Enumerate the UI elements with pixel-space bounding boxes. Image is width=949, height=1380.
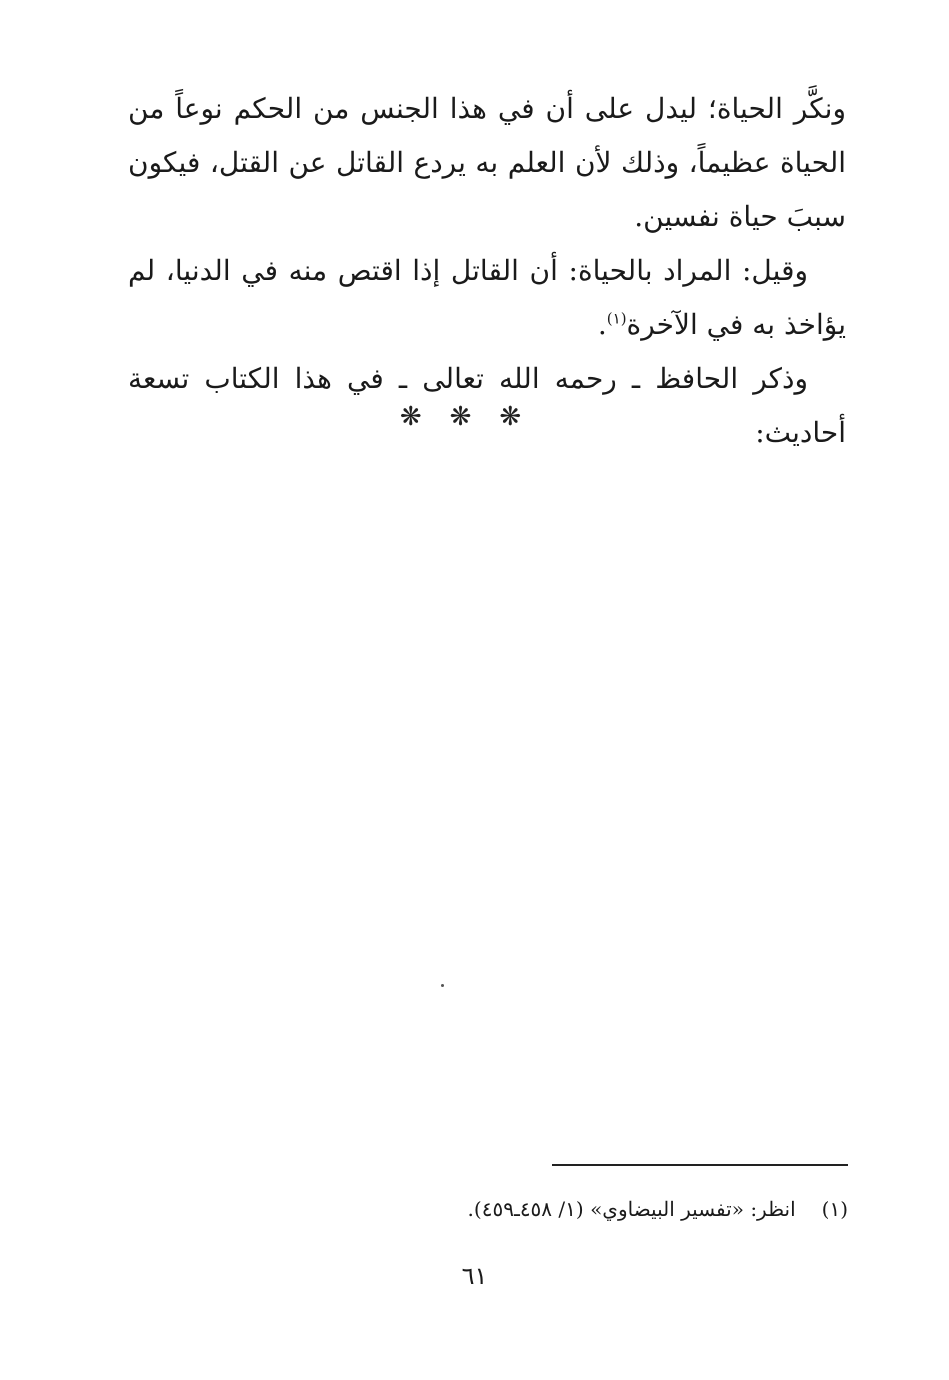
footnote-text: انظر: «تفسير البيضاوي» (١/ ٤٥٨ـ٤٥٩). (467, 1197, 796, 1221)
paragraph-2-end: . (597, 308, 607, 341)
section-separator: ❋❋❋ (399, 402, 550, 432)
footnote (300, 1192, 848, 1226)
paragraph-2 (128, 244, 846, 352)
footnote-number: (١) (821, 1197, 848, 1221)
footnote-reference[interactable]: (١) (606, 309, 627, 328)
paragraph-3: وذكر الحافظ ـ رحمه الله تعالى ـ في هذا الكتاب تسعة أحاديث: (128, 362, 846, 449)
paragraph-2-text: وقيل: المراد بالحياة: أن القاتل إذا اقتص منه في الدنيا، لم يؤاخذ به في الآخرة (128, 254, 846, 341)
page-number: ٦١ (461, 1262, 488, 1290)
footnote-divider (552, 1164, 848, 1166)
stray-dot (441, 984, 444, 987)
paragraph-1: ونكَّر الحياة؛ ليدل على أن في هذا الجنس من الحكم نوعاً من الحياة عظيماً، وذلك لأن العلم به يردع القاتل عن القتل، فيكون سببَ حياة نفسين. (128, 92, 846, 233)
